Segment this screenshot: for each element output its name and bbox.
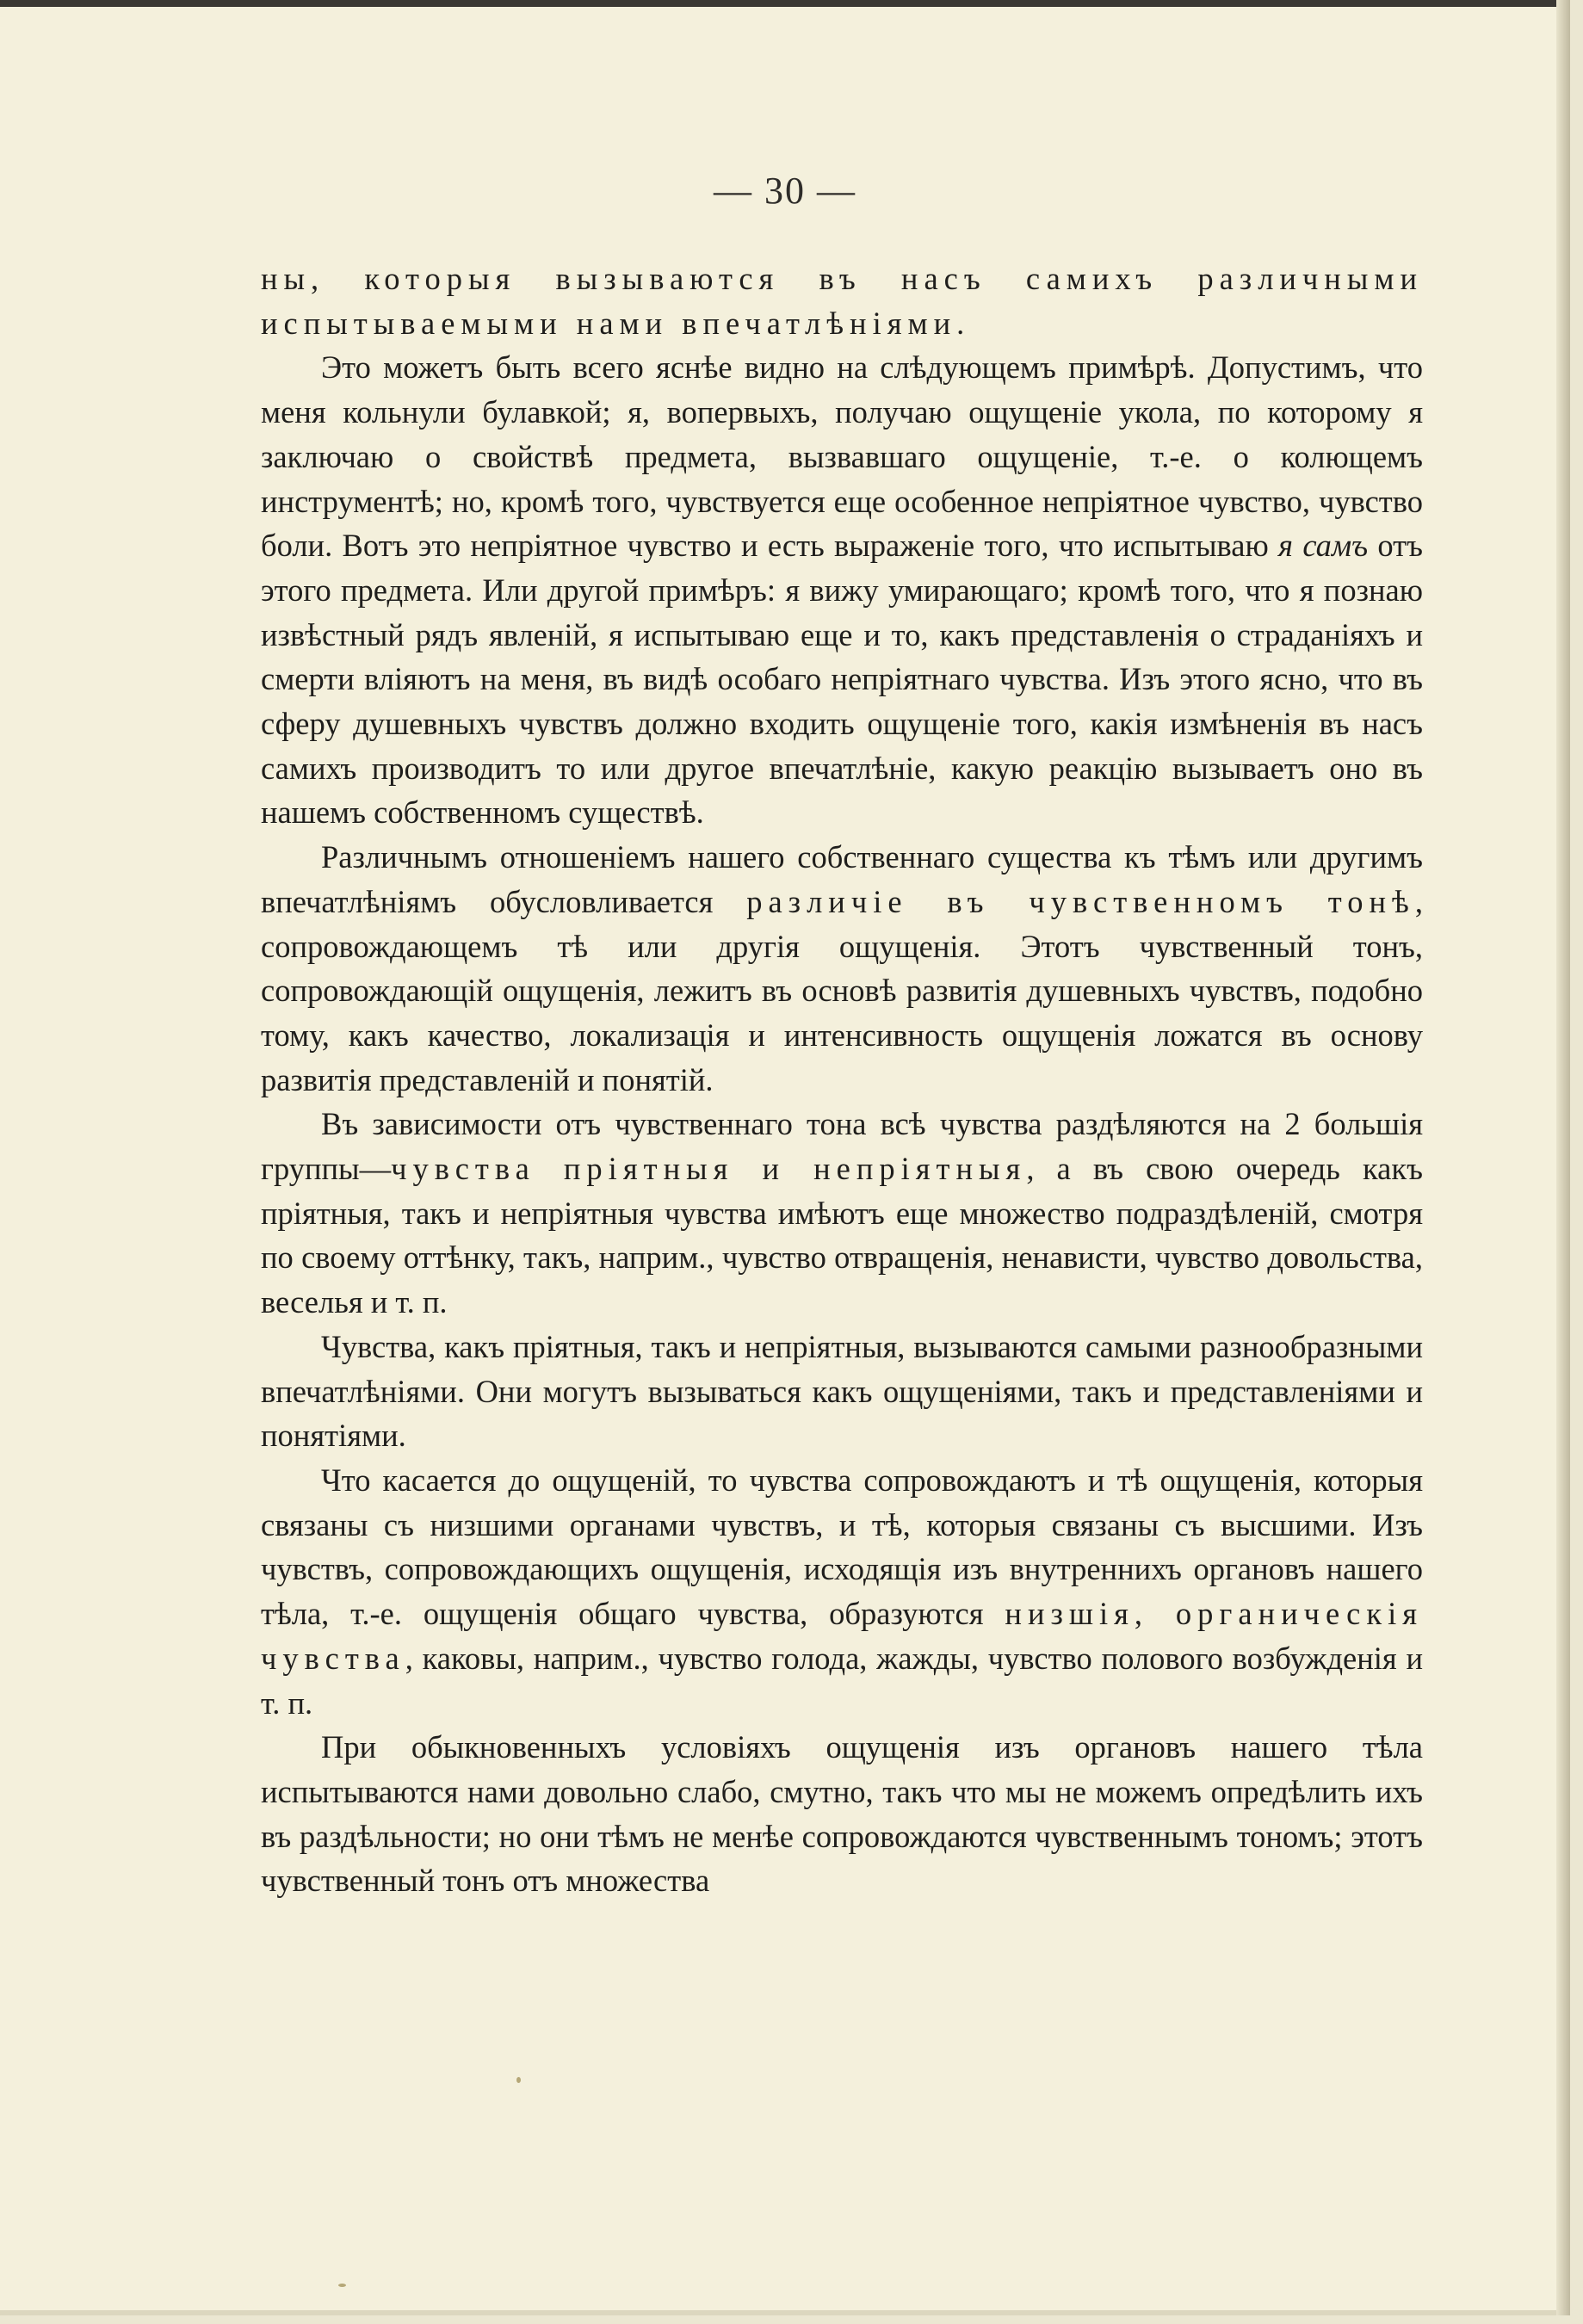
spaced-emphasis: низшія, органическія чувства: [261, 1596, 1423, 1676]
spaced-emphasis: ны, которыя вызываются въ насъ самихъ различными испытываемыми нами впечатлѣніями.: [261, 261, 1423, 341]
ink-speck: [338, 2284, 346, 2287]
paragraph: [261, 1458, 1423, 1725]
paragraph: [261, 1725, 1423, 1903]
italic-emphasis: я самъ: [1278, 528, 1369, 564]
text-run: , каковы, наприм., чувство голода, жажды, чувство полового возбужденія и т. п.: [261, 1640, 1423, 1721]
paragraph: [261, 835, 1423, 1102]
text-run: отъ этого предмета. Или другой примѣръ: я вижу умирающаго; кромѣ того, что я познаю извѣстный рядъ явленій, я испытываю еще и то, какъ представленія о страданіяхъ и смерти вліяютъ на меня, въ видѣ особаго непріятнаго чувства. Изъ этого ясно, что въ сферу душевныхъ чувствъ должно входить ощущеніе того, какія измѣненія въ насъ самихъ производитъ то или другое впечатлѣніе, какую реакцію вызываетъ оно въ нашемъ собственномъ существѣ.: [261, 528, 1423, 831]
spaced-emphasis: чувства пріятныя и непріятныя: [391, 1151, 1027, 1187]
paragraph: [261, 1102, 1423, 1325]
text-run: Это можетъ быть всего яснѣе видно на слѣдующемъ примѣрѣ. Допустимъ, что меня кольнули булавкой; я, вопервыхъ, получаю ощущеніе укола, по которому я заключаю о свойствѣ предмета, вызвавшаго ощущеніе, т.-е. о колющемъ инструментѣ; но, кромѣ того, чувствуется еще особенное непріятное чувство, чувство боли. Вотъ это непріятное чувство и есть выраженіе того, что испытываю: [261, 349, 1423, 564]
text-run: , сопровождающемъ тѣ или другія ощущенія. Этотъ чувственный тонъ, сопровождающій ощущенія, лежитъ въ основѣ развитія душевныхъ чувствъ, подобно тому, какъ качество, локализація и интенсивность ощущенія ложатся въ основу развитія представленій и понятій.: [261, 883, 1423, 1097]
text-run: Что касается до ощущеній, то чувства сопровождаютъ и тѣ ощущенія, которыя связаны съ низшими органами чувствъ, и тѣ, которыя связаны съ высшими. Изъ чувствъ, сопровождающихъ ощущенія, исходящія изъ внутреннихъ органовъ нашего тѣла, т.-е. ощущенія общаго чувства, образуются: [261, 1462, 1423, 1632]
text-run: , а въ свою очередь какъ пріятныя, такъ и непріятныя чувства имѣютъ еще множество подраздѣленій, смотря по своему оттѣнку, такъ, наприм., чувство отвращенія, ненависти, чувство довольства, веселья и т. п.: [261, 1151, 1423, 1320]
text-run: При обыкновенныхъ условіяхъ ощущенія изъ органовъ нашего тѣла испытываются нами довольно слабо, смутно, такъ что мы не можемъ опредѣлить ихъ въ раздѣльности; но они тѣмъ не менѣе сопровождаются чувственнымъ тономъ; этотъ чувственный тонъ отъ множества: [261, 1729, 1423, 1899]
body-text: [261, 257, 1423, 1903]
paragraph: [261, 1325, 1423, 1458]
ink-speck: [516, 2077, 521, 2083]
page-number: — 30 —: [714, 170, 856, 212]
spaced-emphasis: различіе въ чувственномъ тонѣ: [746, 883, 1415, 919]
text-run: Въ зависимости отъ чувственнаго тона всѣ чувства раздѣляются на 2 большія группы—: [261, 1106, 1423, 1187]
page-top-edge: [0, 0, 1570, 7]
text-run: Различнымъ отношеніемъ нашего собственнаго существа къ тѣмъ или другимъ впечатлѣніямъ обусловливается: [261, 839, 1423, 919]
paragraph: [261, 257, 1423, 345]
page-right-edge: [1556, 0, 1570, 2315]
paragraph: [261, 345, 1423, 835]
text-run: Чувства, какъ пріятныя, такъ и непріятныя, вызываются самыми разнообразными впечатлѣніями. Они могутъ вызываться какъ ощущеніями, такъ и представленіями и понятіями.: [261, 1328, 1423, 1454]
